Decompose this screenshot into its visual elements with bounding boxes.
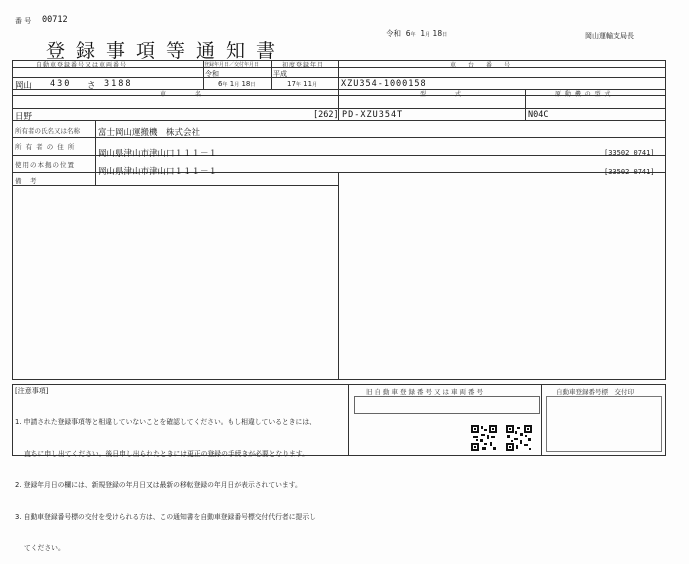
reg-number: 3188 [104, 79, 133, 89]
note-line: 3. 自動車登録番号標の交付を受けられる方は、この通知書を自動車登録番号標交付代行者に提示し [15, 512, 316, 521]
remarks-label: 備 考 [15, 177, 38, 185]
base-location: 岡山県津山市津山口１１１－１ [98, 167, 218, 177]
base-location-label: 使用の本拠の位置 [15, 161, 75, 169]
owner-address-code: [33502 0741] [604, 149, 655, 157]
vehicle-model: PD-XZU354T [342, 110, 404, 120]
document-number-label: 番 号 [15, 17, 32, 25]
chassis-header: 車 台 番 号 [450, 62, 514, 69]
note-line: てください。 [15, 544, 65, 552]
owner-address-label: 所 有 者 の 住 所 [15, 143, 76, 151]
owner-name-label: 所有者の氏名又は名称 [15, 127, 80, 135]
note-line: 直ちに申し出てください。後日申し出られたときには更正の登録の手続きが必要となります。 [15, 449, 309, 458]
reg-area: 岡山 [15, 81, 33, 91]
owner-address: 岡山県津山市津山口１１１－１ [98, 149, 218, 159]
reg-date-value: 6年 1月 18日 [218, 80, 256, 88]
reg-kana: さ [87, 81, 96, 91]
issue-date: 令和 6年 1月 18日 [386, 29, 448, 38]
reg-date-header: 登録年月日／交付年月日 [204, 62, 260, 68]
issuer-name: 岡山運輸支局長 [585, 32, 634, 40]
reg-class: 430 [50, 79, 72, 89]
chassis-number: XZU354-1000158 [341, 79, 427, 89]
document-title: 登録事項等通知書 [46, 40, 287, 62]
plate-stamp-box [546, 396, 662, 452]
reg-era: 令和 [205, 70, 219, 78]
base-location-code: [33502 0741] [604, 168, 655, 176]
qr-code-icon [471, 425, 497, 451]
notes-heading: [注意事項] [15, 387, 49, 395]
make-header: 車 名 [160, 91, 203, 98]
note-line: 1. 申請された登録事項等と相違していないことを確認してください。もし相違しているときには、 [15, 418, 316, 426]
owner-name: 富士岡山運搬機 株式会社 [98, 128, 201, 138]
plate-stamp-label: 自動車登録番号標 交付印 [556, 388, 634, 396]
old-reg-number-box [354, 396, 540, 414]
engine-model: N04C [528, 110, 549, 120]
first-reg-era: 平成 [273, 70, 287, 78]
notes-list [15, 396, 316, 564]
first-reg-date-value: 17年 11月 [287, 80, 318, 88]
vehicle-make: 日野 [15, 112, 33, 122]
note-line: 2. 登録年月日の欄には、新規登録の年月日又は最新の移転登録の年月日が表示されています。 [15, 481, 302, 489]
qr-code-icon [506, 425, 532, 451]
first-reg-header: 初度登録年月 [282, 62, 325, 69]
model-header: 型 式 [420, 91, 463, 98]
old-reg-number-label: 旧自動車登録番号又は車両番号 [366, 388, 485, 396]
document-number: 00712 [42, 15, 68, 25]
engine-header: 原 動 機 の 型 式 [555, 91, 612, 98]
model-code: [262] [313, 110, 339, 120]
reg-number-header: 自動車登録番号又は車両番号 [36, 62, 128, 69]
